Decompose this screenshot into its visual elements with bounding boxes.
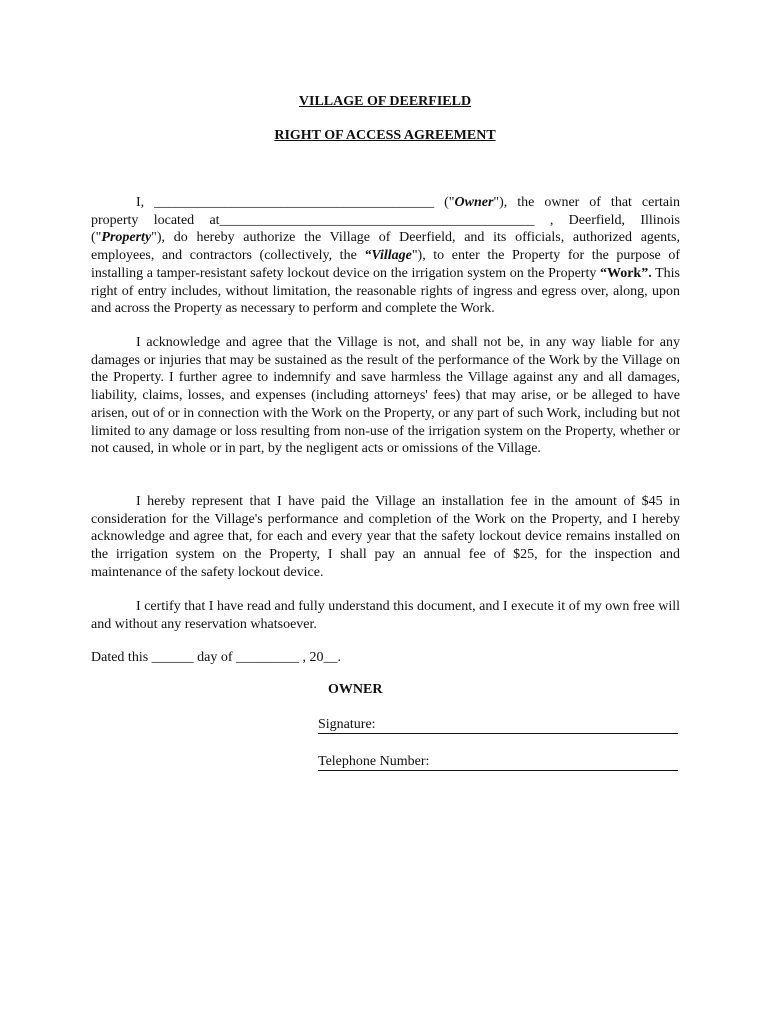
property-term: Property <box>101 230 152 246</box>
telephone-label: Telephone Number: <box>318 754 430 769</box>
village-term: “Village <box>364 248 412 264</box>
owner-intro-text: I, ________________________________________ (" <box>136 195 455 210</box>
signature-field[interactable] <box>318 716 678 734</box>
property-after-text: "), do hereby authorize the Village of Deerfield, and its officials, authorized agents, employees, and contractors (collectively, the <box>91 230 680 264</box>
fee-paragraph <box>91 493 680 582</box>
authorization-paragraph <box>91 194 680 318</box>
village-after-text: "), to enter the Property for the purpose of installing a tamper-resistant safety lockout device on the irrigation system on the Property <box>91 248 680 281</box>
fee-text: I hereby represent that I have paid the Village an installation fee in the amount of $45 in consideration for the Village's performance and completion of the Work on the Property, and I hereby acknowledge and agree that, for each and every year that the safety lockout device remains installed on the irrigation system on the Property, I shall pay an annual fee of $25, for the inspection and maintenance of the safety lockout device. <box>91 494 680 580</box>
owner-term: Owner <box>454 195 494 210</box>
owner-after-text: "), the owner of that certain property located at_____________________________________________ , Deerfield, Illinois (" <box>91 195 680 246</box>
liability-text: I acknowledge and agree that the Village is not, and shall not be, in any way liable for any damages or injuries that may be sustained as the result of the performance of the Work by the Village on the Property. I further agree to indemnify and save harmless the Village against any and all damages, liability, claims, losses, and expenses (including attorneys' fees) that may arise, or be alleged to have arisen, out of or in connection with the Work on the Property, or any part of such Work, including but not limited to any damage or loss resulting from non-use of the irrigation system on the Property, whether or not caused, in whole or in part, by the negligent acts or omissions of the Village. <box>91 335 680 457</box>
certification-text: I certify that I have read and fully understand this document, and I execute it of my own free will and without any reservation whatsoever. <box>91 599 680 632</box>
signature-label: Signature: <box>318 717 376 732</box>
liability-paragraph <box>91 334 680 458</box>
dated-line: Dated this ______ day of _________ , 20__. <box>91 650 342 665</box>
work-term: “Work”. <box>599 265 652 281</box>
certification-paragraph <box>91 598 680 633</box>
document-title: VILLAGE OF DEERFIELD <box>298 94 472 109</box>
telephone-field[interactable] <box>318 753 678 771</box>
work-after-text: This right of entry includes, without limitation, the reasonable rights of ingress and egress over, along, upon and across the Property as necessary to perform and complete the Work. <box>91 265 681 317</box>
document-subtitle: RIGHT OF ACCESS AGREEMENT <box>274 128 496 143</box>
owner-label: OWNER <box>328 682 383 697</box>
